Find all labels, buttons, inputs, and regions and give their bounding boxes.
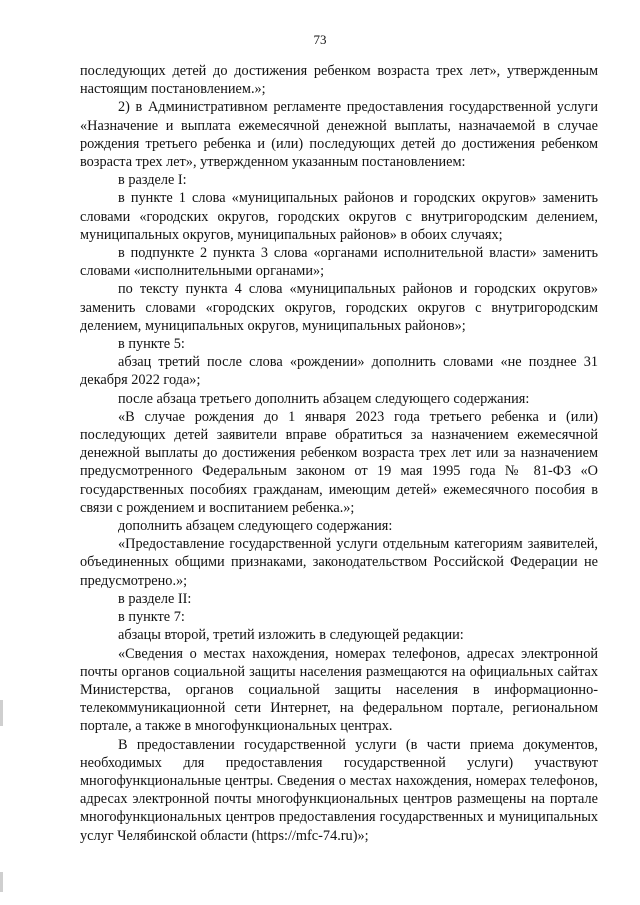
paragraph: «Сведения о местах нахождения, номерах телефонов, адресах электронной почты органов социальной защиты населения размещаются на официальных сайтах Министерства, органов социальной защиты населения в информационно-телекоммуникационной сети Интернет, на федеральном портале, региональном портале, а также в многофункциональных центрах. [80,645,598,735]
paragraph: в пункте 5: [118,336,185,353]
paragraph: в пункте 1 слова «муниципальных районов и городских округов» заменить словами «городских округов, городских округов с внутригородским делением, муниципальных округов, муниципальных районов» в обоих случаях; [80,190,598,243]
paragraph: 2) в Административном регламенте предоставления государственной услуги «Назначение и выплата ежемесячной денежной выплаты, назначаемой в случае рождения третьего ребенка и (или) последующих детей до достижения ребенком возраста трех лет», утвержденном указанным постановлением: [80,99,598,171]
paragraph: абзац третий после слова «рождении» дополнить словами «не позднее 31 декабря 2022 года»; [80,354,598,389]
paragraph: в подпункте 2 пункта 3 слова «органами исполнительной власти» заменить словами «исполнительными органами»; [80,245,598,280]
paragraph: в пункте 7: [118,609,185,626]
document-body [80,62,598,845]
paragraph: в разделе II: [118,590,192,607]
paragraph: дополнить абзацем следующего содержания: [118,518,393,535]
scan-edge-mark [0,872,3,892]
paragraph: по тексту пункта 4 слова «муниципальных районов и городских округов» заменить словами «городских округов, городских округов с внутригородским делением, муниципальных округов, муниципальных районов»; [80,281,598,334]
paragraph: в разделе I: [118,172,187,189]
scan-edge-mark [0,700,3,726]
paragraph: «Предоставление государственной услуги отдельным категориям заявителей, объединенных общими признаками, законодательством Российской Федерации не предусмотрено.»; [80,536,598,589]
paragraph: после абзаца третьего дополнить абзацем следующего содержания: [118,390,530,407]
page-number: 73 [313,32,327,47]
paragraph: «В случае рождения до 1 января 2023 года третьего ребенка и (или) последующих детей заявители вправе обратиться за назначением ежемесячной денежной выплаты до достижения ребенком возраста трех лет или за назначением предусмотренного Федеральным законом от 19 мая 1995 года № 81-ФЗ «О государственных пособиях гражданам, имеющим детей» ежемесячного пособия в связи с рождением и воспитанием ребенка.»; [80,408,598,516]
paragraph: последующих детей до достижения ребенком возраста трех лет», утвержденным настоящим постановлением.»; [80,63,598,98]
paragraph: В предоставлении государственной услуги (в части приема документов, необходимых для предоставления государственной услуги) участвуют многофункциональные центры. Сведения о местах нахождения, номерах телефонов, адресах электронной почты многофункциональных центров размещены на портале многофункциональных центров предоставления государственных и муниципальных услуг Челябинской области (https://mfc-74.ru)»; [80,736,598,844]
paragraph: абзацы второй, третий изложить в следующей редакции: [118,627,464,644]
